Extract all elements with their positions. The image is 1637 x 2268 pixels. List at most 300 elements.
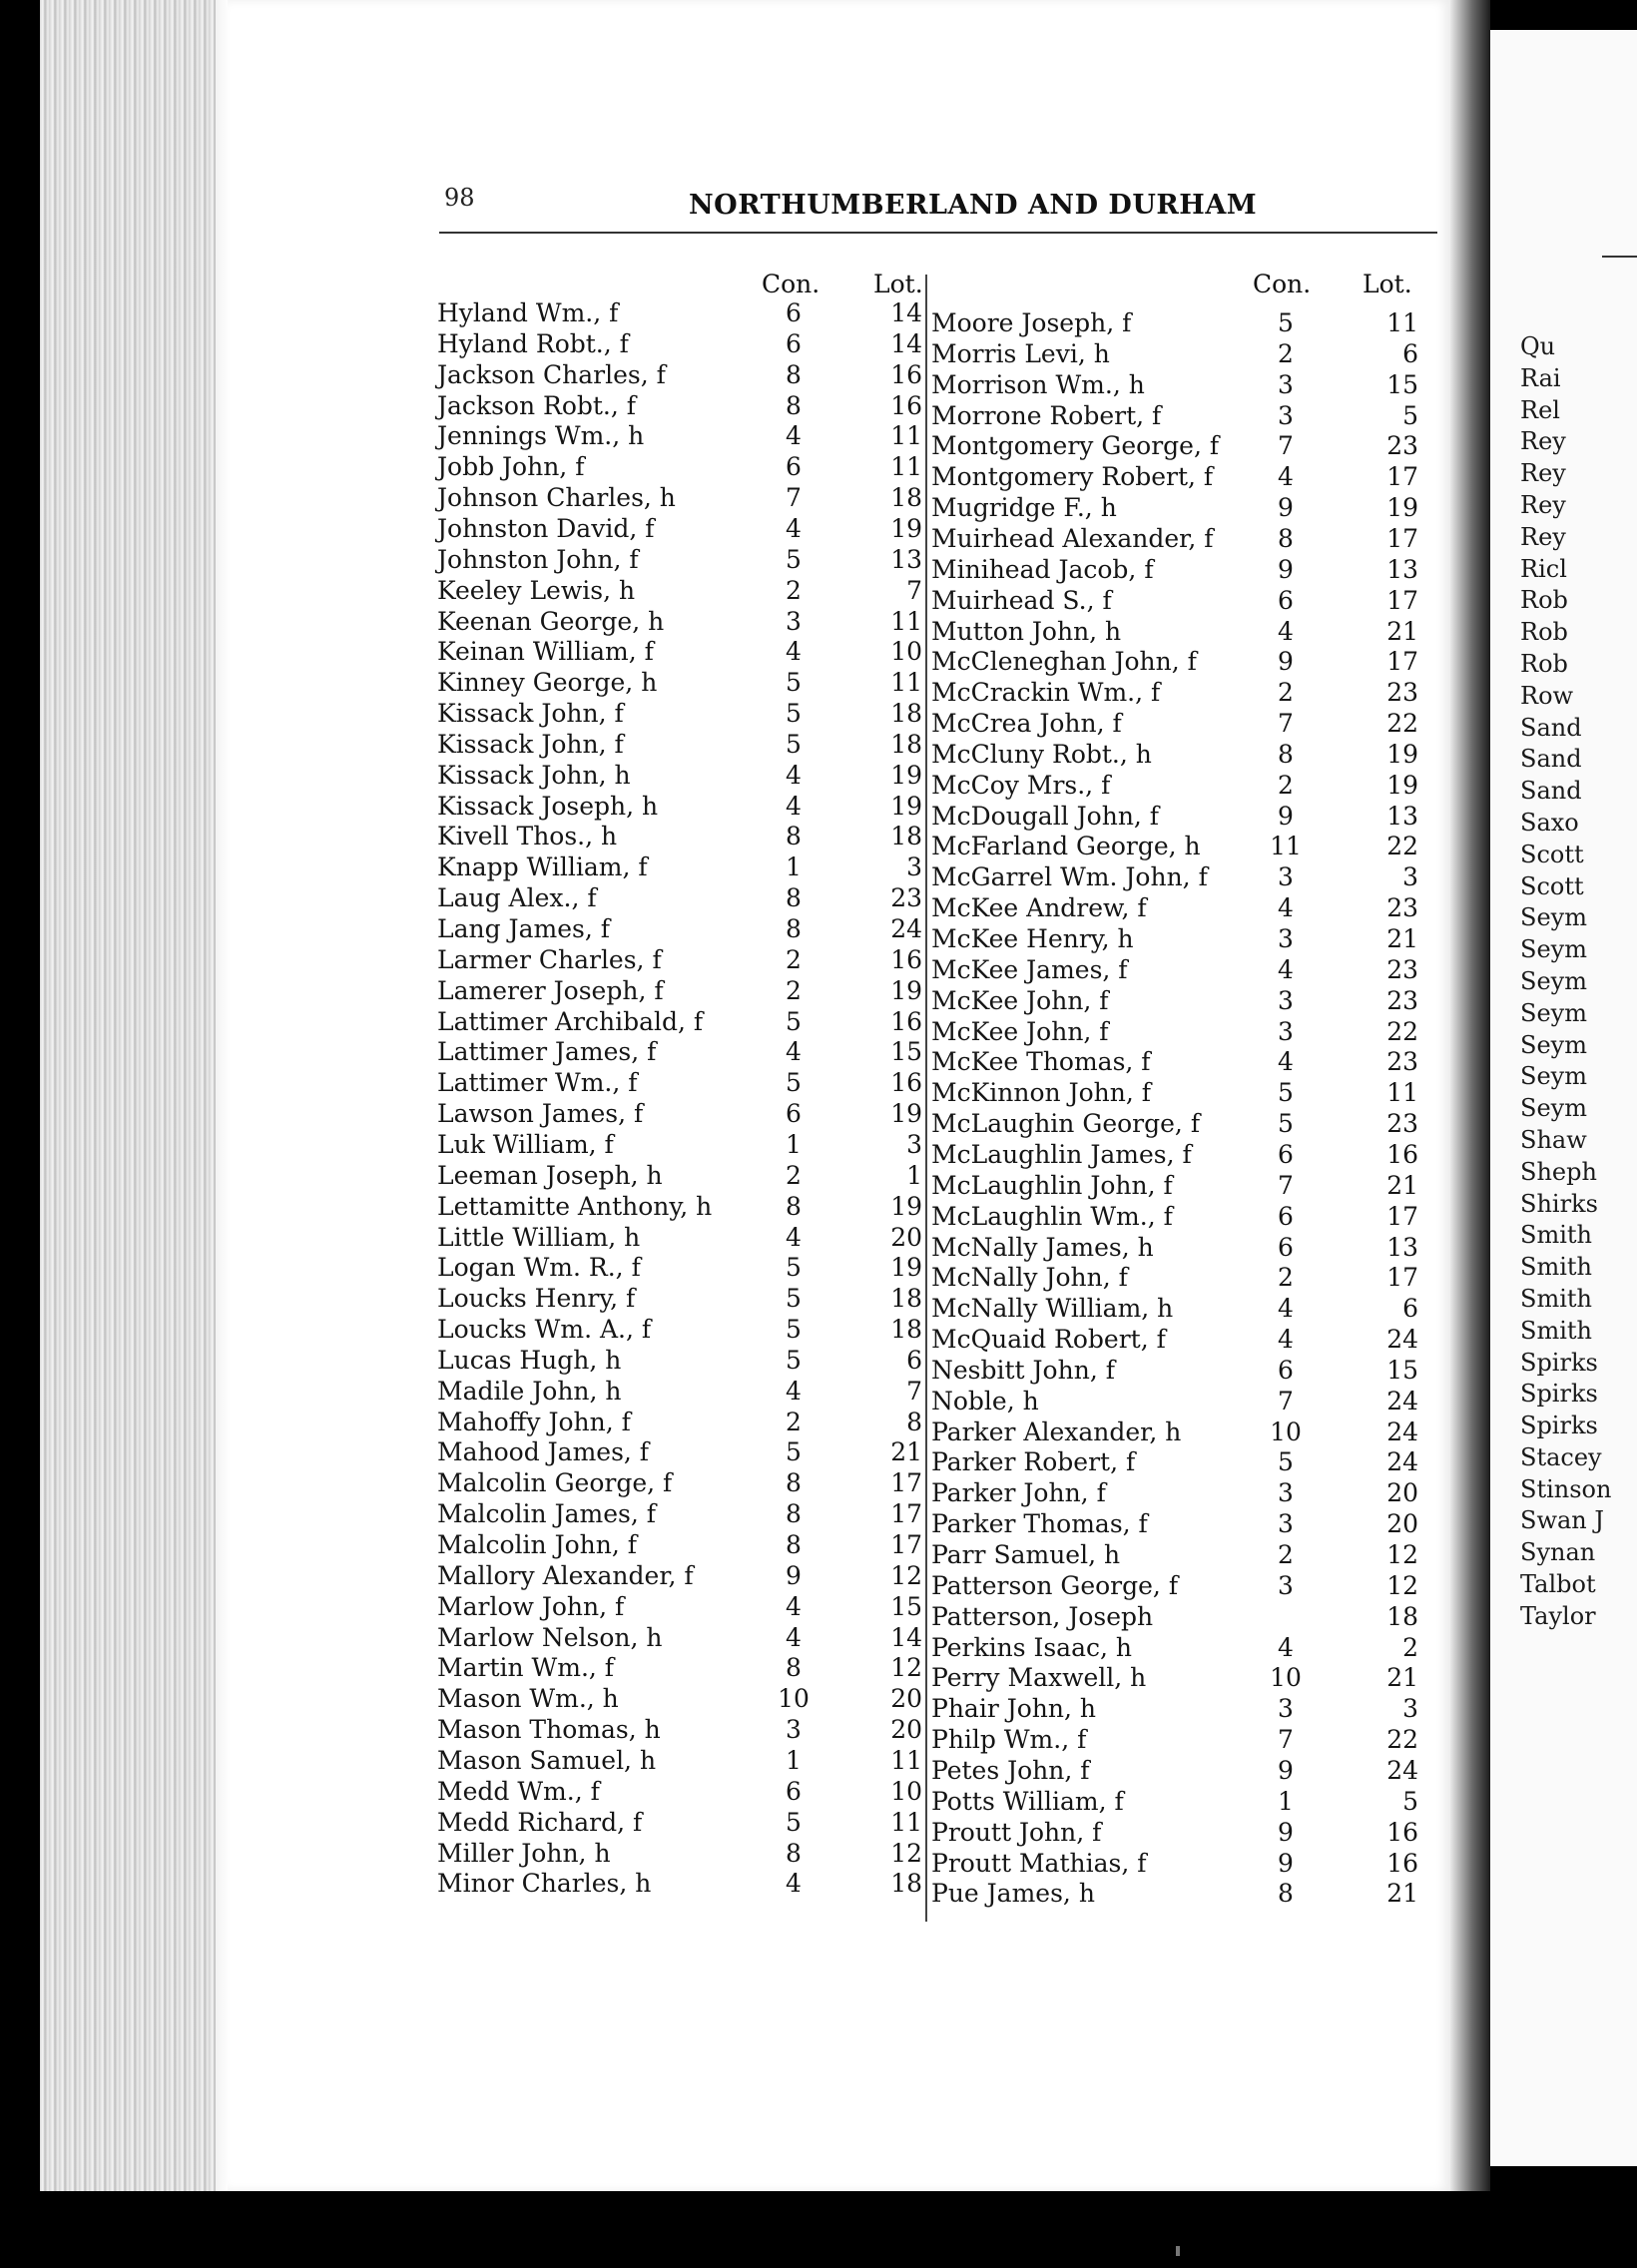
directory-entry — [931, 923, 1420, 954]
directory-entry — [437, 1283, 926, 1314]
directory-entry — [437, 1683, 926, 1714]
directory-entry — [437, 1407, 926, 1437]
entry-concession: 2 — [786, 975, 802, 1005]
entry-name: Marlow John, f — [437, 1591, 625, 1621]
entry-concession: 5 — [786, 1006, 802, 1036]
entry-name: Leeman Joseph, h — [437, 1160, 663, 1190]
header-rule — [439, 232, 1437, 234]
entry-concession: 9 — [1278, 554, 1294, 584]
entry-name: Potts William, f — [931, 1786, 1124, 1816]
directory-entry — [931, 1446, 1420, 1477]
entry-name: Mahoffy John, f — [437, 1407, 631, 1436]
entry-name: Martin Wm., f — [437, 1653, 615, 1683]
entry-name: Jobb John, f — [437, 452, 585, 482]
directory-entry — [437, 328, 926, 359]
entry-name: Minor Charles, h — [437, 1869, 652, 1899]
entry-lot: 24 — [1386, 1447, 1418, 1477]
directory-entry — [931, 1632, 1420, 1663]
entry-concession: 4 — [1278, 893, 1294, 923]
entry-name: Keinan William, f — [437, 637, 654, 667]
directory-entry — [931, 1786, 1420, 1817]
entry-lot: 14 — [890, 1622, 922, 1652]
facing-page-name-fragment: Sand — [1520, 745, 1582, 774]
entry-concession: 5 — [786, 1253, 802, 1283]
facing-page-rule — [1602, 256, 1637, 258]
entry-name: McKee Henry, h — [931, 924, 1134, 953]
entry-lot: 8 — [906, 1407, 922, 1436]
entry-concession: 3 — [1278, 1694, 1294, 1724]
directory-entry — [437, 698, 926, 729]
directory-entry — [437, 513, 926, 544]
entry-concession: 3 — [786, 606, 802, 636]
entry-lot: 24 — [890, 914, 922, 943]
directory-entry — [437, 1036, 926, 1067]
entry-concession: 3 — [1278, 1478, 1294, 1508]
entry-lot: 11 — [890, 1745, 922, 1775]
entry-lot: 5 — [1402, 1786, 1418, 1816]
directory-entry — [931, 1693, 1420, 1724]
entry-concession: 7 — [1278, 1170, 1294, 1200]
entry-concession: 5 — [1278, 1078, 1294, 1108]
directory-entry — [931, 1539, 1420, 1570]
entry-concession: 8 — [786, 1468, 802, 1498]
entry-lot: 24 — [1386, 1386, 1418, 1416]
entry-name: McCoy Mrs., f — [931, 770, 1111, 800]
entry-lot: 13 — [1386, 801, 1418, 831]
entry-concession: 5 — [1278, 1109, 1294, 1139]
directory-entry — [437, 1529, 926, 1560]
entry-concession: 7 — [1278, 1725, 1294, 1755]
entry-name: Malcolin George, f — [437, 1468, 673, 1498]
facing-page-name-fragment: Row — [1520, 681, 1574, 710]
entry-name: Johnson Charles, h — [437, 483, 676, 513]
entry-concession: 8 — [786, 359, 802, 389]
entry-concession: 7 — [1278, 709, 1294, 739]
entry-name: Montgomery George, f — [931, 431, 1220, 461]
directory-entry — [437, 667, 926, 698]
entry-name: Parker Thomas, f — [931, 1509, 1148, 1539]
entry-name: Loucks Henry, f — [437, 1284, 636, 1314]
page-number: 98 — [444, 184, 475, 212]
entry-name: Mutton John, h — [931, 616, 1122, 646]
entry-name: Jennings Wm., h — [437, 421, 645, 451]
entry-lot: 19 — [890, 791, 922, 821]
entry-concession: 4 — [1278, 1047, 1294, 1077]
entry-name: Philp Wm., f — [931, 1725, 1087, 1755]
entry-name: Kissack John, f — [437, 699, 624, 729]
directory-entry — [931, 492, 1420, 523]
entry-lot: 15 — [890, 1037, 922, 1067]
entry-lot: 18 — [890, 1869, 922, 1899]
entry-name: McCrackin Wm., f — [931, 678, 1161, 708]
entry-concession: 6 — [786, 452, 802, 482]
entry-concession: 3 — [786, 1715, 802, 1745]
entry-name: Knapp William, f — [437, 852, 648, 882]
entry-name: Marlow Nelson, h — [437, 1622, 663, 1652]
entry-name: Kinney George, h — [437, 668, 658, 698]
facing-page-name-fragment: Sheph — [1520, 1157, 1597, 1186]
entry-concession: 4 — [786, 421, 802, 451]
entry-lot: 5 — [1402, 400, 1418, 430]
facing-page-name-fragment: Scott — [1520, 840, 1584, 868]
directory-entry — [931, 585, 1420, 616]
entry-lot: 3 — [1402, 1694, 1418, 1724]
entry-lot: 16 — [1386, 1848, 1418, 1878]
entry-name: Patterson George, f — [931, 1570, 1179, 1600]
left-lot-header: Lot. — [873, 270, 923, 298]
directory-entry — [931, 1201, 1420, 1232]
facing-page-name-fragment: Taylor — [1520, 1601, 1596, 1630]
entry-name: McCleneghan John, f — [931, 647, 1197, 677]
entry-concession: 5 — [786, 544, 802, 574]
entry-lot: 19 — [1386, 770, 1418, 800]
entry-lot: 17 — [1386, 1201, 1418, 1231]
directory-entry — [437, 1776, 926, 1807]
entry-name: Mugridge F., h — [931, 493, 1117, 523]
entry-concession: 10 — [1270, 1417, 1302, 1446]
directory-entry — [931, 1170, 1420, 1201]
directory-entry — [437, 1376, 926, 1407]
entry-concession: 8 — [1278, 739, 1294, 769]
entry-name: Lettamitte Anthony, h — [437, 1191, 713, 1221]
entry-lot: 10 — [890, 637, 922, 667]
directory-entry — [437, 1222, 926, 1253]
entry-lot: 20 — [890, 1222, 922, 1252]
directory-entry — [931, 1046, 1420, 1077]
entry-concession: 2 — [786, 1407, 802, 1436]
entry-name: Hyland Wm., f — [437, 298, 619, 327]
facing-page-name-fragment: Seym — [1520, 998, 1587, 1027]
directory-entry — [437, 1252, 926, 1283]
directory-entry — [437, 390, 926, 421]
entry-name: Lattimer Archibald, f — [437, 1006, 704, 1036]
directory-entry — [931, 307, 1420, 338]
entry-concession: 4 — [786, 637, 802, 667]
directory-entry — [437, 1191, 926, 1222]
entry-name: McFarland George, h — [931, 832, 1201, 861]
directory-entry — [931, 1108, 1420, 1139]
book-page-edges — [40, 0, 230, 2191]
directory-entry — [437, 1807, 926, 1838]
entry-name: Lattimer James, f — [437, 1037, 657, 1067]
directory-entry — [931, 430, 1420, 461]
directory-entry — [931, 831, 1420, 861]
entry-concession: 6 — [786, 298, 802, 327]
entry-lot: 12 — [1386, 1570, 1418, 1600]
directory-entry — [437, 1098, 926, 1129]
entry-concession: 5 — [786, 699, 802, 729]
entry-name: Kissack Joseph, h — [437, 791, 659, 821]
entry-name: Parker John, f — [931, 1478, 1106, 1508]
entry-lot: 16 — [890, 944, 922, 974]
entry-concession: 5 — [786, 668, 802, 698]
entry-lot: 6 — [906, 1345, 922, 1375]
directory-entry — [931, 739, 1420, 770]
entry-concession: 3 — [1278, 1016, 1294, 1046]
facing-page-name-fragment: Sand — [1520, 777, 1582, 806]
directory-entry — [931, 1139, 1420, 1170]
facing-page-name-fragment: Synan — [1520, 1538, 1596, 1567]
directory-entry — [931, 985, 1420, 1016]
entry-lot: 7 — [906, 1376, 922, 1406]
directory-entry — [931, 1724, 1420, 1755]
entry-concession: 3 — [1278, 1509, 1294, 1539]
facing-page-name-fragment: Smith — [1520, 1221, 1592, 1250]
directory-entry — [931, 1016, 1420, 1047]
entry-name: Little William, h — [437, 1222, 641, 1252]
entry-concession: 5 — [1278, 308, 1294, 337]
entry-lot: 19 — [890, 975, 922, 1005]
entry-lot: 19 — [890, 1099, 922, 1129]
directory-entry — [437, 1622, 926, 1653]
facing-page-name-fragment: Rob — [1520, 649, 1568, 678]
entry-name: McLaughlin John, f — [931, 1170, 1173, 1200]
running-head: NORTHUMBERLAND AND DURHAM — [689, 190, 1258, 221]
entry-lot: 22 — [1386, 709, 1418, 739]
facing-page — [1490, 30, 1637, 2166]
entry-name: Jackson Robt., f — [437, 390, 637, 420]
entry-name: Pue James, h — [931, 1879, 1095, 1909]
facing-page-name-fragment: Seym — [1520, 1062, 1587, 1091]
entry-lot: 23 — [1386, 431, 1418, 461]
entry-name: Johnston John, f — [437, 544, 639, 574]
directory-entry — [437, 1129, 926, 1160]
entry-lot: 16 — [890, 1006, 922, 1036]
facing-page-name-fragment: Rey — [1520, 459, 1566, 488]
directory-entry — [437, 913, 926, 944]
entry-lot: 13 — [1386, 1232, 1418, 1262]
directory-entry — [437, 544, 926, 575]
directory-entry — [931, 646, 1420, 677]
entry-concession: 7 — [786, 483, 802, 513]
entry-lot: 3 — [1402, 862, 1418, 892]
entry-lot: 21 — [1386, 1170, 1418, 1200]
entry-concession: 2 — [1278, 338, 1294, 368]
entry-lot: 23 — [1386, 1047, 1418, 1077]
entry-lot: 21 — [1386, 1663, 1418, 1693]
entry-name: Mason Samuel, h — [437, 1745, 657, 1775]
right-lot-header: Lot. — [1363, 270, 1412, 298]
entry-concession: 9 — [786, 1560, 802, 1590]
entry-lot: 19 — [890, 760, 922, 790]
directory-entry — [437, 851, 926, 882]
entry-lot: 19 — [1386, 739, 1418, 769]
entry-name: Malcolin John, f — [437, 1530, 638, 1559]
entry-lot: 18 — [890, 483, 922, 513]
entry-concession: 10 — [778, 1684, 810, 1714]
entry-lot: 2 — [1402, 1632, 1418, 1662]
entry-concession: 4 — [1278, 1294, 1294, 1324]
entry-concession: 3 — [1278, 1570, 1294, 1600]
entry-name: Moore Joseph, f — [931, 308, 1132, 337]
entry-concession: 6 — [1278, 1201, 1294, 1231]
directory-entry — [437, 451, 926, 482]
entry-lot: 19 — [890, 513, 922, 543]
entry-lot: 6 — [1402, 1294, 1418, 1324]
directory-entry — [437, 1436, 926, 1467]
entry-lot: 16 — [890, 1068, 922, 1098]
entry-lot: 19 — [890, 1253, 922, 1283]
entry-lot: 16 — [890, 390, 922, 420]
directory-entry — [931, 1077, 1420, 1108]
facing-page-name-fragment: Spirks — [1520, 1380, 1598, 1409]
entry-name: Loucks Wm. A., f — [437, 1315, 652, 1345]
directory-entry — [437, 1067, 926, 1098]
entry-concession: 3 — [1278, 862, 1294, 892]
entry-concession: 4 — [786, 1376, 802, 1406]
entry-lot: 15 — [1386, 369, 1418, 399]
entry-lot: 20 — [890, 1715, 922, 1745]
entry-concession: 8 — [786, 914, 802, 943]
directory-entry — [437, 882, 926, 913]
entry-name: McQuaid Robert, f — [931, 1325, 1166, 1355]
entry-concession: 9 — [1278, 493, 1294, 523]
facing-page-name-fragment: Stinson — [1520, 1474, 1612, 1503]
entry-lot: 11 — [890, 1807, 922, 1837]
directory-entry — [931, 1662, 1420, 1693]
entry-name: Mason Thomas, h — [437, 1715, 661, 1745]
entry-lot: 16 — [1386, 1139, 1418, 1169]
entry-concession: 8 — [1278, 523, 1294, 553]
entry-concession: 1 — [786, 1129, 802, 1159]
entry-lot: 17 — [1386, 523, 1418, 553]
facing-page-name-fragment: Rey — [1520, 427, 1566, 456]
directory-entry — [931, 1878, 1420, 1909]
entry-concession: 2 — [1278, 678, 1294, 708]
directory-entry — [437, 575, 926, 606]
directory-entry — [931, 1386, 1420, 1417]
entry-lot: 6 — [1402, 338, 1418, 368]
entry-concession: 2 — [1278, 1263, 1294, 1293]
entry-lot: 14 — [890, 298, 922, 327]
entry-name: McLaughin George, f — [931, 1109, 1201, 1139]
entry-name: Lawson James, f — [437, 1099, 644, 1129]
entry-lot: 20 — [1386, 1509, 1418, 1539]
right-con-header: Con. — [1253, 270, 1312, 298]
entry-lot: 17 — [1386, 647, 1418, 677]
directory-entry — [931, 1508, 1420, 1539]
entry-concession: 5 — [786, 1437, 802, 1467]
facing-page-name-fragment: Saxo — [1520, 808, 1579, 837]
entry-name: Lattimer Wm., f — [437, 1068, 638, 1098]
directory-entry — [437, 1652, 926, 1683]
entry-concession: 5 — [786, 729, 802, 759]
directory-entry — [931, 400, 1420, 431]
entry-name: McDougall John, f — [931, 801, 1160, 831]
entry-concession: 5 — [786, 1807, 802, 1837]
entry-name: Larmer Charles, f — [437, 944, 662, 974]
entry-concession: 8 — [786, 1191, 802, 1221]
facing-page-name-fragment: Seym — [1520, 903, 1587, 932]
entry-concession: 3 — [1278, 400, 1294, 430]
entry-concession: 4 — [1278, 462, 1294, 492]
facing-page-name-fragment: Smith — [1520, 1316, 1592, 1345]
entry-lot: 18 — [890, 822, 922, 851]
entry-name: Perry Maxwell, h — [931, 1663, 1147, 1693]
entry-name: McGarrel Wm. John, f — [931, 862, 1208, 892]
directory-entry — [437, 760, 926, 791]
directory-entry — [931, 677, 1420, 708]
directory-entry — [437, 1560, 926, 1591]
entry-lot: 1 — [906, 1160, 922, 1190]
entry-concession: 4 — [786, 1591, 802, 1621]
entry-concession: 4 — [786, 1869, 802, 1899]
entry-lot: 13 — [1386, 554, 1418, 584]
directory-entry — [931, 1848, 1420, 1879]
entry-name: Muirhead Alexander, f — [931, 523, 1214, 553]
facing-page-name-list — [1520, 331, 1611, 1633]
entry-name: Keeley Lewis, h — [437, 575, 636, 605]
facing-page-name-fragment: Stacey — [1520, 1442, 1602, 1471]
entry-name: Luk William, f — [437, 1129, 614, 1159]
entry-name: McCrea John, f — [931, 709, 1122, 739]
entry-lot: 14 — [890, 328, 922, 358]
facing-page-name-fragment: Spirks — [1520, 1412, 1598, 1440]
entry-lot: 11 — [890, 606, 922, 636]
entry-name: Patterson, Joseph — [931, 1601, 1154, 1631]
entry-name: Parr Samuel, h — [931, 1540, 1121, 1569]
entry-lot: 16 — [890, 359, 922, 389]
entry-concession: 8 — [786, 1653, 802, 1683]
entry-concession: 4 — [786, 513, 802, 543]
entry-lot: 17 — [890, 1468, 922, 1498]
entry-concession: 1 — [786, 1745, 802, 1775]
directory-entry — [437, 975, 926, 1006]
facing-page-name-fragment: Shirks — [1520, 1189, 1598, 1218]
directory-entry — [437, 1160, 926, 1191]
directory-entry — [437, 636, 926, 667]
entry-name: McKee John, f — [931, 1016, 1109, 1046]
entry-lot: 17 — [890, 1499, 922, 1529]
entry-lot: 20 — [1386, 1478, 1418, 1508]
entry-lot: 15 — [890, 1591, 922, 1621]
directory-entry — [931, 554, 1420, 585]
directory-entry — [437, 791, 926, 822]
directory-entry — [437, 944, 926, 975]
entry-lot: 18 — [890, 1315, 922, 1345]
facing-page-name-fragment: Seym — [1520, 1094, 1587, 1123]
left-con-header: Con. — [762, 270, 820, 298]
book-gutter — [1450, 0, 1490, 2191]
entry-name: Phair John, h — [931, 1694, 1096, 1724]
entry-concession: 4 — [786, 1037, 802, 1067]
entry-name: Lamerer Joseph, f — [437, 975, 664, 1005]
entry-concession: 4 — [1278, 954, 1294, 984]
entry-concession: 4 — [786, 1222, 802, 1252]
entry-concession: 7 — [1278, 431, 1294, 461]
entry-name: Jackson Charles, f — [437, 359, 666, 389]
entry-concession: 3 — [1278, 985, 1294, 1015]
entry-name: McNally John, f — [931, 1263, 1128, 1293]
entry-concession: 5 — [786, 1345, 802, 1375]
entry-concession: 3 — [1278, 924, 1294, 953]
entry-name: Parker Robert, f — [931, 1447, 1136, 1477]
entry-name: Petes John, f — [931, 1755, 1090, 1785]
directory-entry — [437, 606, 926, 637]
entry-concession: 5 — [1278, 1447, 1294, 1477]
facing-page-name-fragment: Ricl — [1520, 554, 1567, 583]
entry-concession: 8 — [786, 1530, 802, 1559]
directory-entry — [437, 482, 926, 513]
facing-page-name-fragment: Seym — [1520, 966, 1587, 995]
entry-name: Kissack John, h — [437, 760, 631, 790]
entry-lot: 7 — [906, 575, 922, 605]
entry-lot: 18 — [890, 729, 922, 759]
entry-lot: 11 — [890, 421, 922, 451]
entry-lot: 19 — [1386, 493, 1418, 523]
entry-concession: 4 — [786, 760, 802, 790]
entry-concession: 8 — [786, 883, 802, 913]
